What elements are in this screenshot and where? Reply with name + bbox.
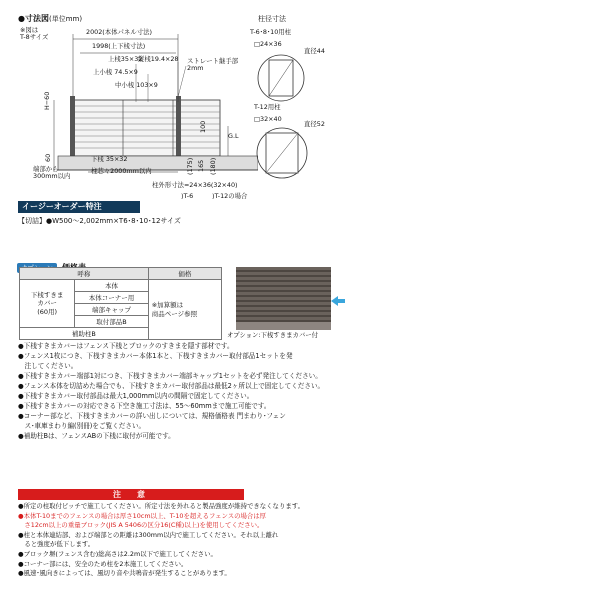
upper-small-rail-label: 上小桟 74.5×9 xyxy=(93,68,138,76)
note-line: ●フェンス1枚につき、下桟すきまカバー本体1本と、下桟すきまカバー取付部品1セットを発 xyxy=(18,352,293,360)
arrow-left-icon xyxy=(331,296,345,306)
note-line: ●下桟すきまカバー取付部品は最大1,000mm以内の間隔で固定してください。 xyxy=(18,392,254,400)
caution-line: ●所定の柱取付ピッチで施工してください。所定寸法を外れると製品強度が維持できなくなります。 xyxy=(18,502,304,510)
h-minus-60-label: H−60 xyxy=(43,91,51,110)
notes-list xyxy=(18,341,324,441)
caution-line: ●柱と本体連結部、および端部との距離は300mm以内で施工してください。それ以上離れ xyxy=(18,530,279,539)
middle-small-rail-label: 中小桟 103×9 xyxy=(115,81,158,89)
item-cap: 端部キャップ xyxy=(75,304,148,316)
col-price-header: 価格 xyxy=(148,268,221,280)
dim-100: 100 xyxy=(199,120,207,133)
option-photo xyxy=(236,267,331,322)
vertical-rail-label: 縦桟19.4×28 xyxy=(138,55,179,63)
item-parts-b: 取付部品B xyxy=(75,316,148,328)
caution-line-red: ●本体T-10までのフェンスの場合は厚さ10cm以上、T-10を超えるフェンスの場合は厚 xyxy=(18,511,267,520)
note-line: 注してください。 xyxy=(18,362,78,370)
note-line: ●下桟すきまカバー端部1対につき、下桟すきまカバー端部キャップ1セットを必ず発注してください。 xyxy=(18,372,322,380)
post-t12-title: T-12用柱 xyxy=(254,103,281,111)
caution-bar: 注 意 xyxy=(18,489,244,500)
photo-caption: オプション:下桟すきまカバー付 xyxy=(227,331,319,339)
t6-label: )T-6 xyxy=(181,192,194,200)
dim-165: 165 xyxy=(197,159,205,172)
note-line: ●下桟すきまカバーはフェンス下桟とブロックのすきまを隠す部材です。 xyxy=(18,342,234,350)
t12-label: )T-12の場合 xyxy=(212,192,248,200)
caution-line: ●ブロック塀(フェンス含む)総高さは2.2m以下で施工してください。 xyxy=(18,549,217,558)
drawing-note: ※図は T-8サイズ xyxy=(20,26,49,42)
post-t6-title: T-6･8･10用柱 xyxy=(250,28,292,36)
dim-60: 60 xyxy=(44,153,52,162)
post-t12-size: □32×40 xyxy=(254,115,282,123)
note-line: ス･車庫まわり編(別冊)をご覧ください。 xyxy=(18,422,146,430)
lower-rail-label: 下桟 35×32 xyxy=(91,155,128,163)
dimension-heading: ●寸法図(単位mm) xyxy=(18,14,83,23)
rail-width-label: 1998(上下桟寸法) xyxy=(92,42,146,50)
note-line: ●補助柱Bは、フェンスABの下桟に取付が可能です。 xyxy=(18,432,175,440)
gl-label: G.L xyxy=(228,132,239,140)
note-line: ●コーナー部など、下桟すきまカバーの詳い出しについては、規格価格表 門まわり･フェン xyxy=(18,412,286,420)
price-note-cell: ※加算額は 商品ページ参照 xyxy=(148,280,221,340)
caution-line: ると強度が低下します。 xyxy=(18,540,95,549)
caution-line: ●風速･風向きによっては、風切り音や共鳴音が発生することがあります。 xyxy=(18,569,231,578)
panel-width-label: 2002(本体パネル寸法) xyxy=(86,28,152,36)
easy-order-bar: イージーオーダー特注 xyxy=(18,201,140,213)
note-line: ●フェンス本体を切詰めた場合でも、下桟すきまカバー取付部品は最低2ヶ所以上で固定してください。 xyxy=(18,382,325,390)
post-t12-diagram xyxy=(254,125,310,181)
caution-line: ●コーナー部には、安全のため柱を2本施工してください。 xyxy=(18,559,188,568)
post-t6-size: □24×36 xyxy=(254,40,282,48)
post-t12-diameter: 直径52 xyxy=(304,120,325,128)
joint-label: ストレート継手部 2mm xyxy=(187,57,239,73)
dim-175: (175) xyxy=(186,157,194,175)
upper-rail-label: 上桟35×32 xyxy=(108,55,143,63)
end-distance-label: 端部から 300mm以内 xyxy=(33,165,71,181)
post-outer-label: 柱外形寸法=24×36(32×40) xyxy=(152,181,238,189)
note-line: ●下桟すきまカバーの対応できる下空き施工寸法は、55～60mmまで施工可能です。 xyxy=(18,402,271,410)
easy-order-cut: 【切詰】●W500～2,002mm×T6･8･10･12サイズ xyxy=(18,217,181,225)
item-corner: 本体コーナー用 xyxy=(75,292,148,304)
dim-180: (180) xyxy=(209,157,217,175)
caution-line-red: さ12cm以上の重量ブロック(JIS A 5406の区分16(C種)以上)を使用してください。 xyxy=(18,521,264,530)
post-heading: 柱径寸法 xyxy=(258,15,286,23)
post-t6-diagram xyxy=(255,52,307,104)
item-body: 本体 xyxy=(75,280,148,292)
col-name-header: 呼称 xyxy=(20,268,149,280)
option-photo-base xyxy=(236,322,331,330)
item-aux-post: 補助柱B xyxy=(20,328,149,340)
caution-list xyxy=(18,502,304,579)
price-table xyxy=(19,267,222,340)
post-t6-diameter: 直径44 xyxy=(304,47,325,55)
group-cell: 下桟すきま カバー (60用) xyxy=(20,280,75,328)
post-pitch-label: 柱芯々2000mm以内 xyxy=(91,167,152,175)
